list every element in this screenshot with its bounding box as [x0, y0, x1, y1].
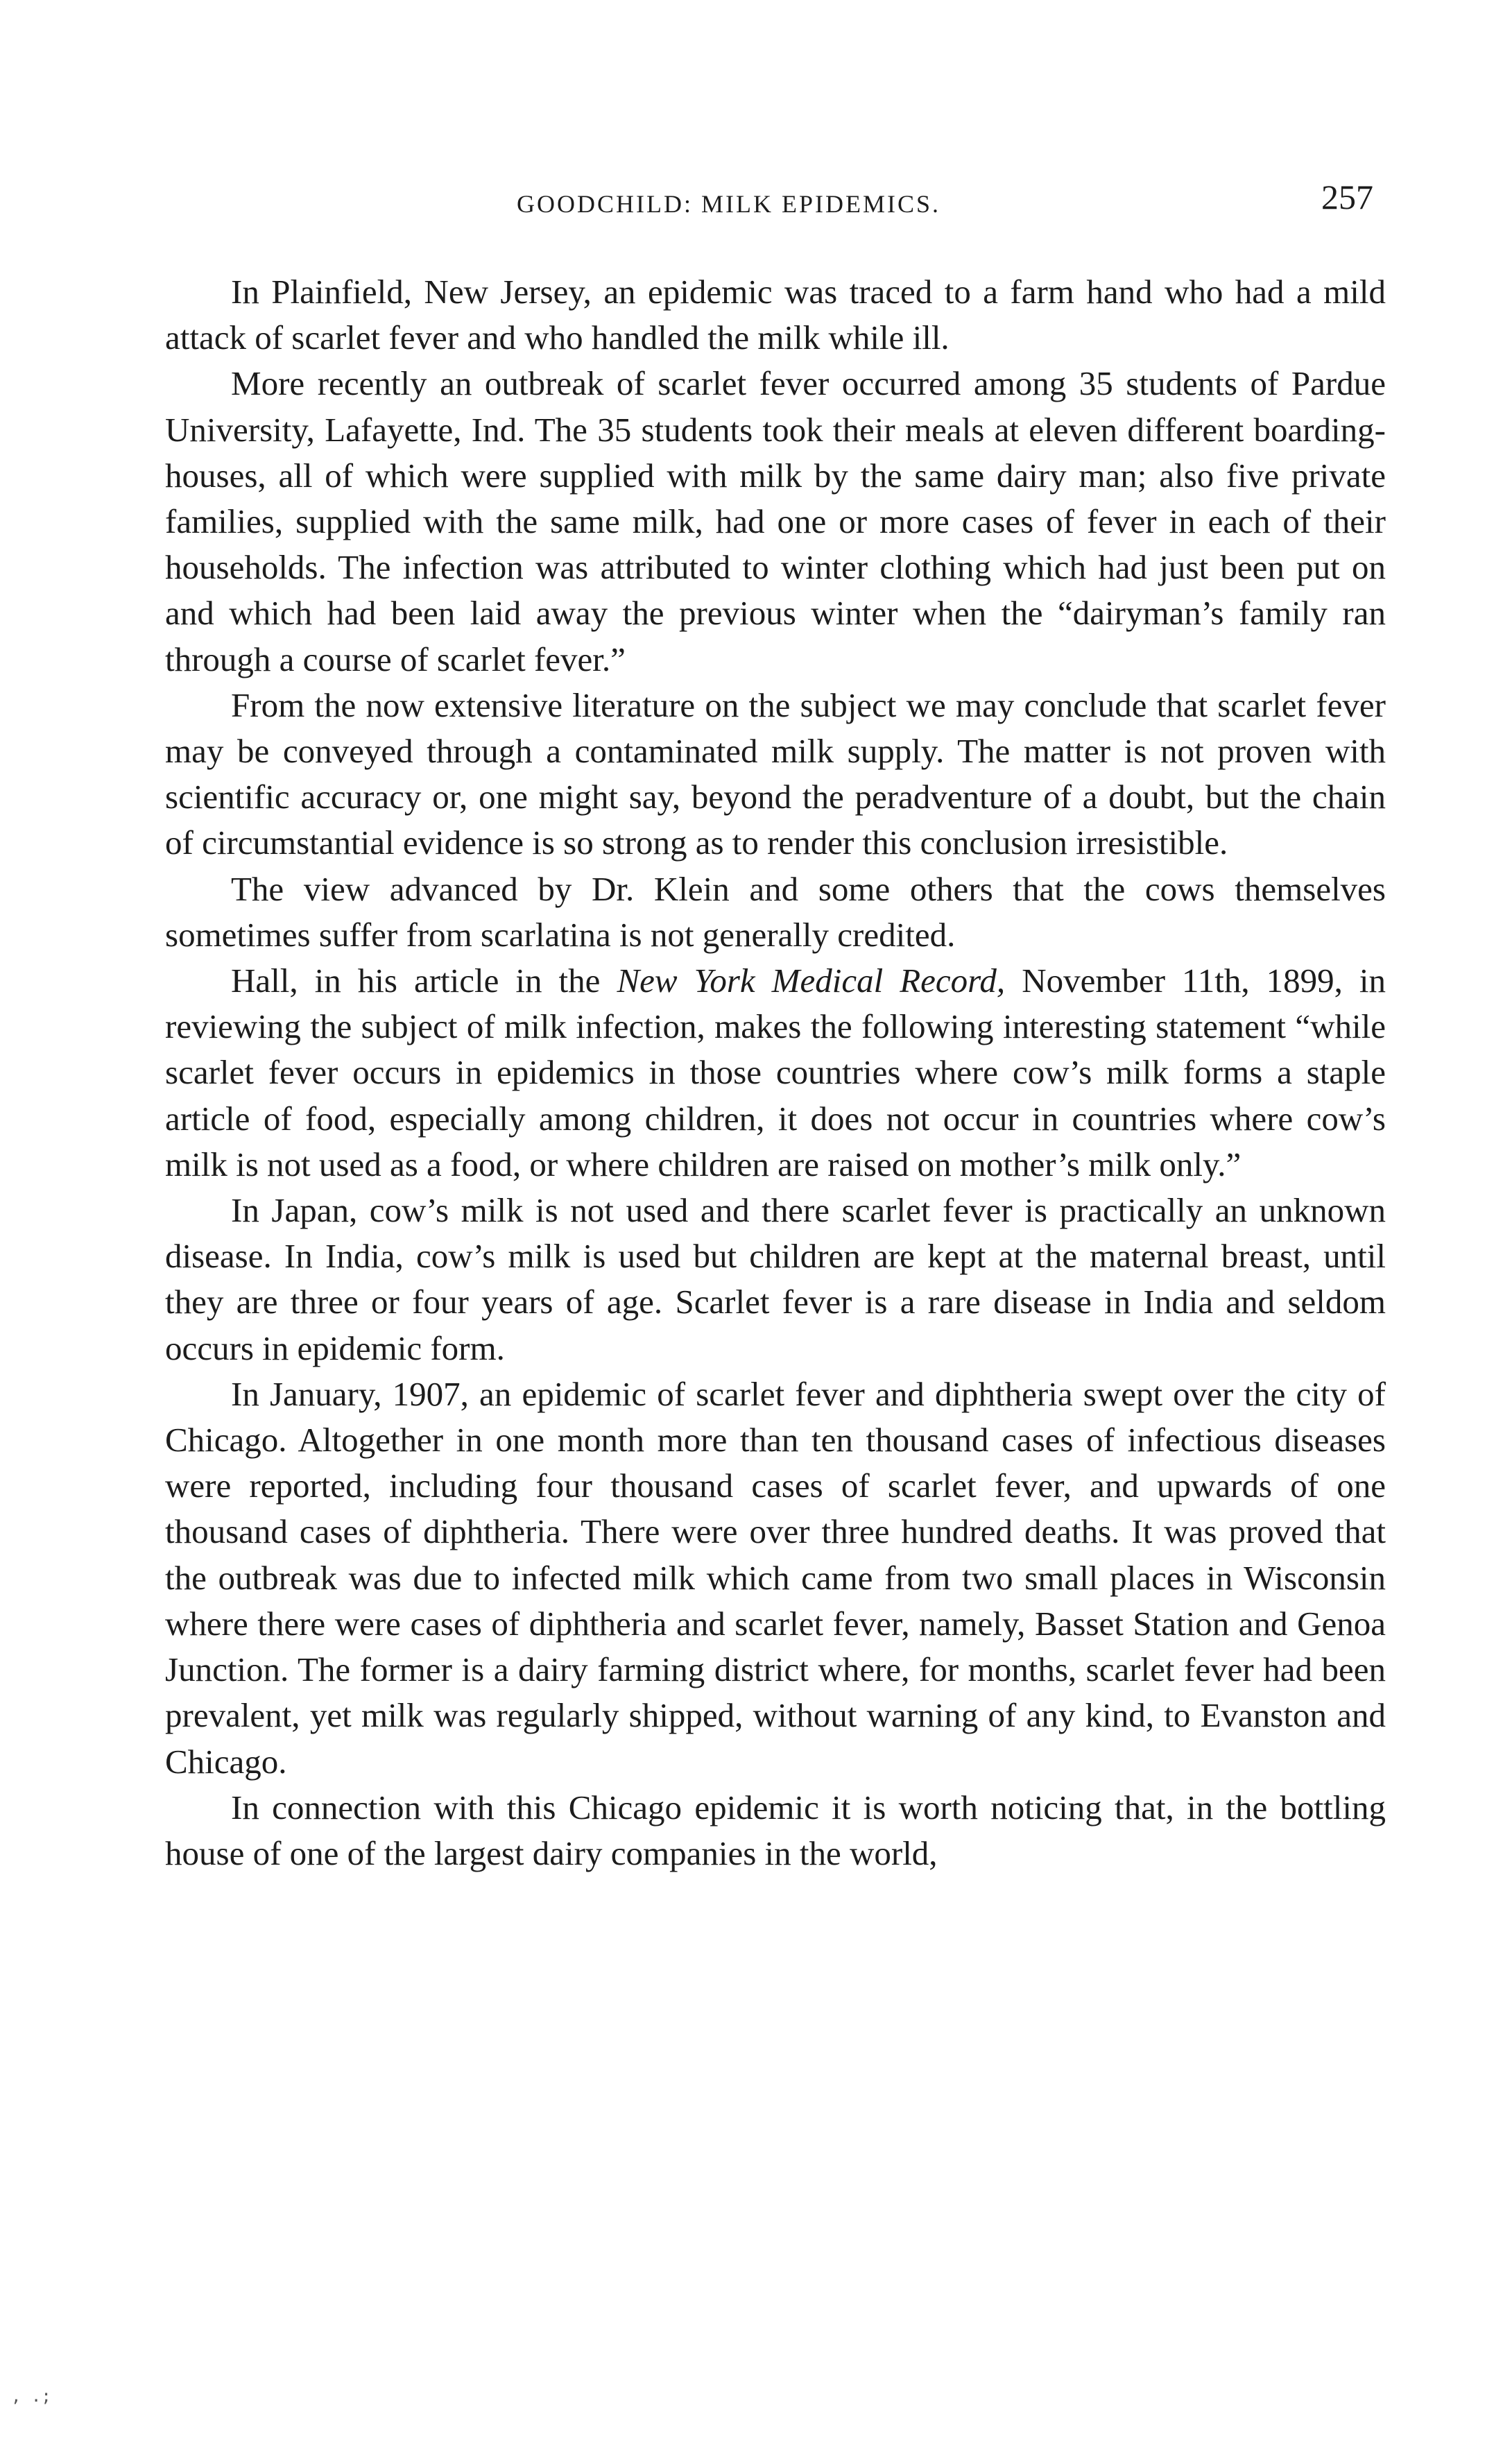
body-text: [165, 269, 1386, 1876]
page-number: 257: [1321, 178, 1373, 216]
paragraph-japan-india: In Japan, cow’s milk is not used and there scarlet fever is practically an unknown disease. In India, cow’s milk is used but children are kept at the maternal breast, until they are three or four years of age. Scarlet fever is a rare disease in India and seldom occurs in epidemic form.: [165, 1191, 1386, 1367]
running-title: GOODCHILD: MILK EPIDEMICS.: [517, 190, 940, 218]
paragraph-klein-view: The view advanced by Dr. Klein and some others that the cows themselves sometimes suffer from scarlatina is not generally credited.: [165, 869, 1386, 954]
paragraph-chicago-epidemic: In January, 1907, an epidemic of scarlet fever and diphtheria swept over the city of Chicago. Altogether in one month more than ten thousand cases of infectious diseases were reported, including four thousand cases of scarlet fever, and upwards of one thousand cases of diphtheria. There were over three hundred deaths. It was proved that the outbreak was due to infected milk which came from two small places in Wisconsin where there were cases of diphtheria and scarlet fever, namely, Basset Station and Genoa Junction. The former is a dairy farming district where, for months, scarlet fever had been prevalent, yet milk was regularly shipped, without warning of any kind, to Evanston and Chicago.: [165, 1374, 1386, 1781]
journal-title: New York Medical Record,: [617, 961, 1006, 1000]
paragraph-hall-article: [165, 958, 1386, 1188]
running-head: [208, 177, 1373, 225]
hall-text-before: Hall, in his article in the: [231, 961, 617, 1000]
paragraph-plainfield: In Plainfield, New Jersey, an epidemic was traced to a farm hand who had a mild attack of scarlet fever and who handled the milk while ill.: [165, 273, 1386, 357]
margin-scan-mark: , .;: [11, 2386, 51, 2406]
paragraph-bottling-house: In connection with this Chicago epidemic it is worth noticing that, in the bottling house of one of the largest dairy companies in the world,: [165, 1788, 1386, 1872]
hall-text-after: November 11th, 1899, in reviewing the subject of milk infection, makes the following interesting statement “while scarlet fever occurs in epidemics in those countries where cow’s milk forms a staple article of food, especially among children, it does not occur in countries where cow’s milk is not used as a food, or where children are raised on mother’s milk only.”: [165, 961, 1386, 1183]
paragraph-literature-conclusion: From the now extensive literature on the subject we may conclude that scarlet fever may be conveyed through a contaminated milk supply. The matter is not proven with scientific accuracy or, one might say, beyond the peradventure of a doubt, but the chain of circumstantial evidence is so strong as to render this conclusion irresistible.: [165, 685, 1386, 862]
paragraph-purdue-outbreak: More recently an outbreak of scarlet fever occurred among 35 students of Pardue University, Lafayette, Ind. The 35 students took their meals at eleven different boarding-houses, all of which were supplied with milk by the same dairy man; also five private families, supplied with the same milk, had one or more cases of fever in each of their households. The infection was attributed to winter clothing which had just been put on and which had been laid away the previous winter when the “dairyman’s family ran through a course of scarlet fever.”: [165, 364, 1386, 678]
